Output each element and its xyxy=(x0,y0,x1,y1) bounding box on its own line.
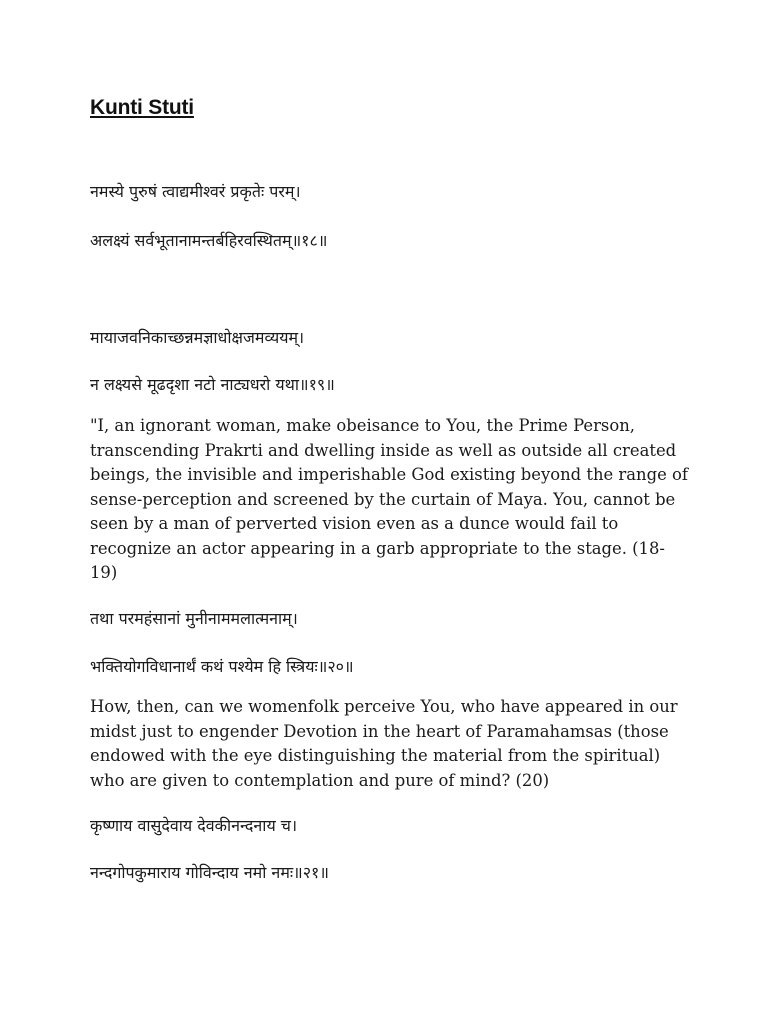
verse-19-line-1: मायाजवनिकाच्छन्नमज्ञाधोक्षजमव्ययम्। xyxy=(90,328,305,347)
verse-18-line-1: नमस्ये पुरुषं त्वाद्यमीश्वरं प्रकृतेः परम्। xyxy=(90,182,301,201)
verse-20-line-2: भक्तियोगविधानार्थं कथं पश्येम हि स्त्रियः॥२०॥ xyxy=(90,657,354,676)
verse-20-line-1: तथा परमहंसानां मुनीनाममलात्मनाम्। xyxy=(90,609,298,628)
verse-21-line-1: कृष्णाय वासुदेवाय देवकीनन्दनाय च। xyxy=(90,816,298,835)
verse-21-line-2: नन्दगोपकुमाराय गोविन्दाय नमो नमः॥२१॥ xyxy=(90,863,329,882)
document-title: Kunti Stuti xyxy=(90,96,194,119)
translation-18-19: "I, an ignorant woman, make obeisance to You, the Prime Person, transcending Prakrti and dwelling inside as well as outside all created beings, the invisible and imperishable God existing beyond the range of sense-perception and screened by the curtain of Maya. You, cannot be seen by a man of perverted vision even as a dunce would fail to recognize an actor appearing in a garb appropriate to the stage. (18-19) xyxy=(90,416,688,582)
verse-19-line-2: न लक्ष्यसे मूढदृशा नटो नाट्यधरो यथा॥१९॥ xyxy=(90,375,335,394)
verse-18-line-2: अलक्ष्यं सर्वभूतानामन्तर्बहिरवस्थितम्॥१८॥ xyxy=(90,231,328,250)
translation-20: How, then, can we womenfolk perceive You, who have appeared in our midst just to engender Devotion in the heart of Paramahamsas (those endowed with the eye distinguishing the material from the spiritual) who are given to contemplation and pure of mind? (20) xyxy=(90,697,678,790)
